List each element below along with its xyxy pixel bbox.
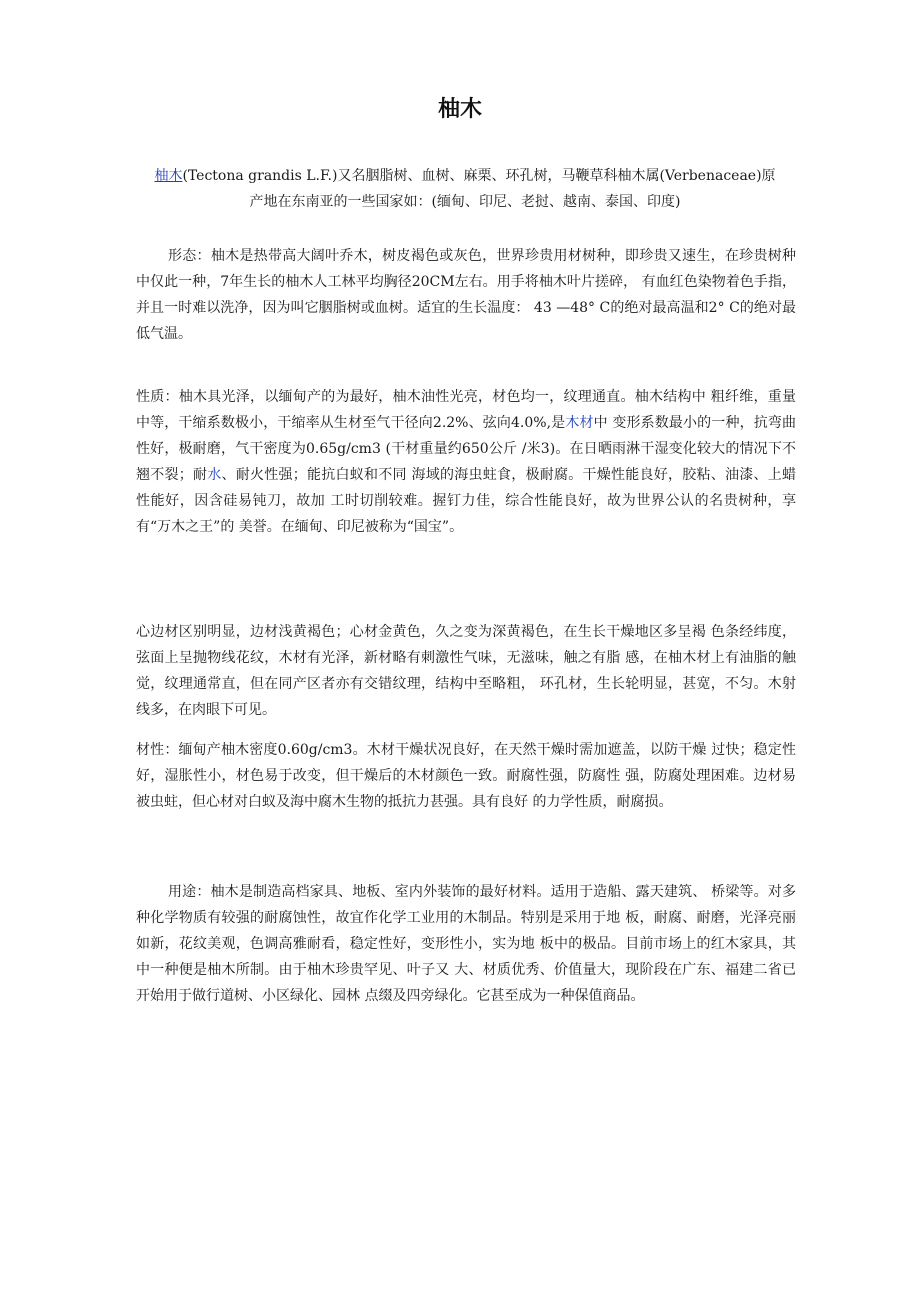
nature-text-b: 中 变形系数最小的一种，抗弯曲性好，极耐磨，气干密度为0.65g/cm3 (干材重量约650公斤 /米3)。在日晒雨淋干湿变化较大的情况下不翘不裂；耐: [136, 415, 796, 483]
intro-paragraph: [150, 163, 780, 215]
nature-paragraph: [136, 384, 796, 540]
material-paragraph: 材性：缅甸产柚木密度0.60g/cm3。木材干燥状况良好，在天然干燥时需加遮盖，以防干燥 过快；稳定性好，湿胀性小，材色易于改变，但干燥后的木材颜色一致。耐腐性强，防腐性 强，防腐处理困难。边材易被虫蛀，但心材对白蚁及海中腐木生物的抵抗力甚强。具有良好 的力学性质，耐腐损。: [136, 742, 796, 810]
intro-text: (Tectona grandis L.F.)又名胭脂树、血树、麻栗、环孔树，马鞭草科柚木属(Verbenaceae)原产地在东南亚的一些国家如：(缅甸、印尼、老挝、越南、泰国、印度): [182, 168, 776, 210]
use-paragraph: 用途：柚木是制造高档家具、地板、室内外装饰的最好材料。适用于造船、露天建筑、 桥梁等。对多种化学物质有较强的耐腐蚀性，故宜作化学工业用的木制品。特别是采用于地 板，耐腐、耐磨，光泽亮丽如新，花纹美观，色调高雅耐看，稳定性好，变形性小，实为地 板中的极品。目前市场上的红木家具，其中一种便是柚木所制。由于柚木珍贵罕见、叶子又 大、材质优秀、价值量大，现阶段在广东、福建二省已开始用于做行道树、小区绿化、园林 点缀及四旁绿化。它甚至成为一种保值商品。: [136, 884, 796, 1004]
wood-link[interactable]: 木材: [565, 415, 594, 431]
page-title: 柚木: [437, 97, 482, 122]
nature-text-a: 性质：柚木具光泽，以缅甸产的为最好，柚木油性光亮，材色均一，纹理通直。柚木结构中 粗纤维，重量中等，干缩系数极小，干缩率从生材至气干径向2.2%、弦向4.0%,是: [136, 389, 796, 431]
nature-text-c: 、耐火性强；能抗白蚁和不同 海域的海虫蛀食，极耐腐。干燥性能良好，胶粘、油漆、上蜡性能好，因含硅易钝刀，故加 工时切削较难。握钉力佳，综合性能良好，故为世界公认的名贵树种，享有“万木之王”的 美誉。在缅甸、印尼被称为“国宝”。: [136, 467, 797, 535]
teak-link[interactable]: 柚木: [154, 168, 183, 184]
form-paragraph: 形态：柚木是热带高大阔叶乔木，树皮褐色或灰色，世界珍贵用材树种，即珍贵又速生，在珍贵树种中仅此一种，7年生长的柚木人工林平均胸径20CM左右。用手将柚木叶片搓碎， 有血红色染物着色手指，并且一时难以洗净，因为叫它胭脂树或血树。适宜的生长温度： 43 —48° C的绝对最高温和2° C的绝对最低气温。: [136, 248, 796, 342]
heartwood-paragraph: 心边材区别明显，边材浅黄褐色；心材金黄色，久之变为深黄褐色，在生长干燥地区多呈褐 色条经纬度，弦面上呈抛物线花纹，木材有光泽，新材略有刺激性气味，无滋味，触之有脂 感，在柚木材上有油脂的触觉，纹理通常直，但在同产区者亦有交错纹理，结构中至略粗， 环孔材，生长轮明显，甚宽，不匀。木射线多，在肉眼下可见。: [136, 624, 796, 718]
water-link[interactable]: 水: [207, 467, 222, 483]
